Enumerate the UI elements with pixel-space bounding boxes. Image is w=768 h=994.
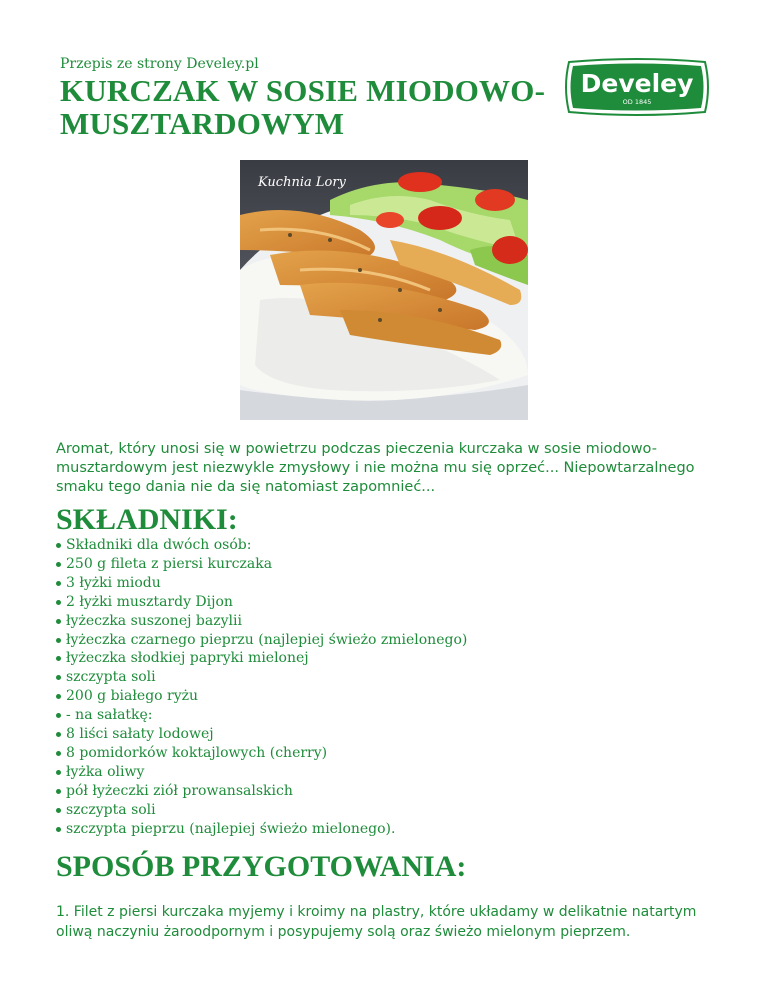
list-item: łyżeczka słodkiej papryki mielonej bbox=[56, 649, 467, 668]
list-item: łyżeczka czarnego pieprzu (najlepiej świeżo zmielonego) bbox=[56, 631, 467, 650]
bullet-icon bbox=[56, 638, 61, 643]
list-item: 3 łyżki miodu bbox=[56, 574, 467, 593]
list-item: 2 łyżki musztardy Dijon bbox=[56, 593, 467, 612]
method-heading: SPOSÓB PRZYGOTOWANIA: bbox=[56, 850, 467, 883]
dish-photo bbox=[240, 160, 528, 420]
logo-brand-text: Develey bbox=[580, 69, 694, 98]
bullet-icon bbox=[56, 543, 61, 548]
source-line: Przepis ze strony Develey.pl bbox=[60, 56, 259, 72]
bullet-icon bbox=[56, 619, 61, 624]
list-item: szczypta soli bbox=[56, 668, 467, 687]
list-item: szczypta pieprzu (najlepiej świeżo mielonego). bbox=[56, 820, 467, 839]
bullet-icon bbox=[56, 675, 61, 680]
list-item: 8 liści sałaty lodowej bbox=[56, 725, 467, 744]
bullet-icon bbox=[56, 789, 61, 794]
method-step: 1. Filet z piersi kurczaka myjemy i kroimy na plastry, które układamy w delikatnie natartym oliwą naczyniu żaroodpornym i posypujemy solą oraz świeżo mielonym pieprzem. bbox=[56, 904, 697, 940]
bullet-icon bbox=[56, 751, 61, 756]
list-item: 250 g fileta z piersi kurczaka bbox=[56, 555, 467, 574]
list-item: 8 pomidorków koktajlowych (cherry) bbox=[56, 744, 467, 763]
bullet-icon bbox=[56, 713, 61, 718]
list-item: Składniki dla dwóch osób: bbox=[56, 536, 467, 555]
bullet-icon bbox=[56, 656, 61, 661]
list-item: - na sałatkę: bbox=[56, 706, 467, 725]
list-item: pół łyżeczki ziół prowansalskich bbox=[56, 782, 467, 801]
list-item: 200 g białego ryżu bbox=[56, 687, 467, 706]
ingredients-heading: SKŁADNIKI: bbox=[56, 503, 238, 536]
ingredients-list bbox=[56, 536, 467, 839]
bullet-icon bbox=[56, 732, 61, 737]
bullet-icon bbox=[56, 581, 61, 586]
list-item: łyżka oliwy bbox=[56, 763, 467, 782]
photo-watermark: Kuchnia Lory bbox=[258, 175, 346, 190]
bullet-icon bbox=[56, 600, 61, 605]
recipe-title: KURCZAK W SOSIE MIODOWO-MUSZTARDOWYM bbox=[60, 73, 546, 141]
bullet-icon bbox=[56, 808, 61, 813]
bullet-icon bbox=[56, 694, 61, 699]
logo-since-text: OD 1845 bbox=[622, 98, 652, 106]
bullet-icon bbox=[56, 827, 61, 832]
list-item: łyżeczka suszonej bazylii bbox=[56, 612, 467, 631]
bullet-icon bbox=[56, 770, 61, 775]
intro-paragraph: Aromat, który unosi się w powietrzu podczas pieczenia kurczaka w sosie miodowo-musztardowym jest niezwykle zmysłowy i nie można mu się oprzeć... Niepowtarzalnego smaku tego dania nie da się natomiast zapomnieć... bbox=[56, 441, 695, 495]
develey-logo bbox=[563, 58, 711, 116]
bullet-icon bbox=[56, 562, 61, 567]
list-item: szczypta soli bbox=[56, 801, 467, 820]
